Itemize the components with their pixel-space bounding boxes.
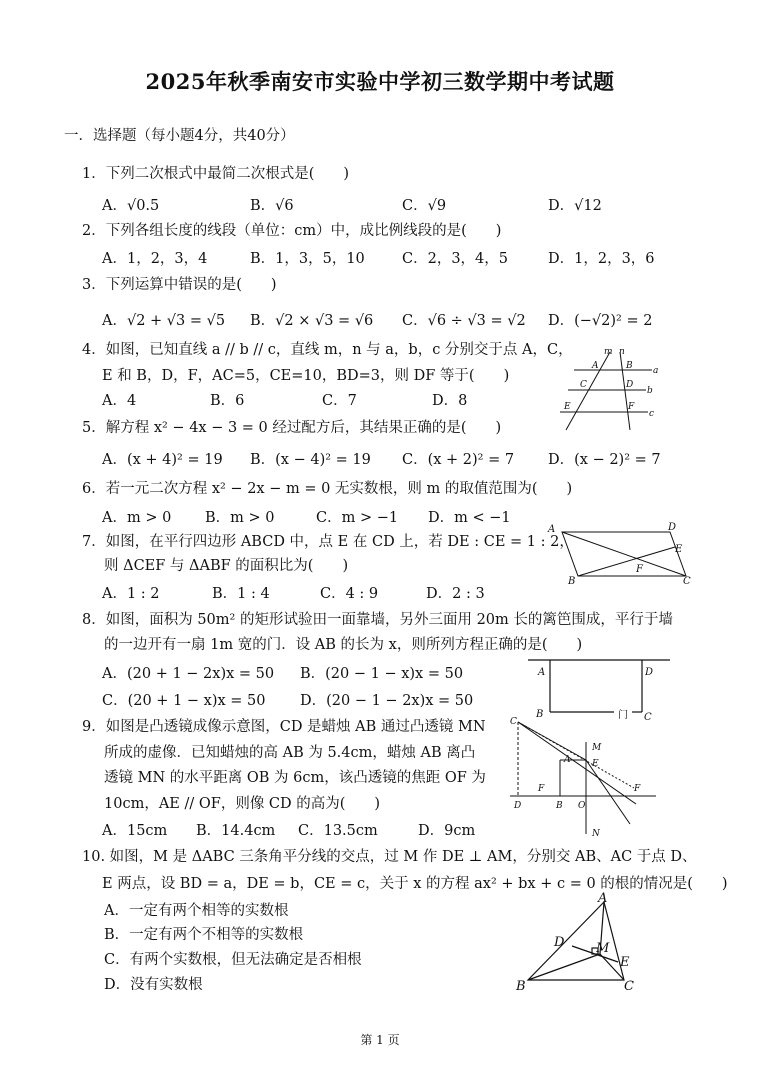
q8-option-a[interactable]: A．(20 + 1 − 2x)x = 50: [102, 666, 275, 682]
q3-option-d[interactable]: D．(−√2)² = 2: [548, 313, 653, 329]
page-title: 2025年秋季南安市实验中学初三数学期中考试题: [145, 69, 615, 94]
q7-option-a[interactable]: A．1 : 2: [102, 586, 160, 602]
q3-option-b[interactable]: B．√2 × √3 = √6: [250, 313, 374, 329]
q2-option-a[interactable]: A．1，2，3，4: [102, 251, 208, 267]
q7-label-a: A: [548, 524, 556, 535]
q9-label-f-right: F: [634, 784, 641, 794]
q9-label-f-left: F: [538, 784, 545, 794]
q5-option-b[interactable]: B．(x − 4)² = 19: [250, 452, 371, 468]
q1-option-a[interactable]: A．√0.5: [102, 198, 160, 214]
q10-option-a[interactable]: A．一定有两个相等的实数根: [104, 903, 289, 919]
q4-label-e: E: [564, 402, 571, 412]
q2-option-d[interactable]: D．1，2，3，6: [548, 251, 655, 267]
q10-label-c: C: [624, 979, 634, 994]
q6-stem: 6．若一元二次方程 x² − 2x − m = 0 无实数根，则 m 的取值范围为( ): [82, 481, 573, 497]
q3-option-a[interactable]: A．√2 + √3 = √5: [102, 313, 226, 329]
q4-label-line-c: c: [649, 409, 655, 419]
q9-label-a: A: [564, 755, 571, 765]
q10-label-d: D: [554, 935, 565, 950]
q7-stem-line1: 7．如图，在平行四边形 ABCD 中，点 E 在 CD 上，若 DE : CE = 1 : 2，: [82, 534, 574, 550]
q9-stem-line4: 10cm，AE // OF，则像 CD 的高为( ): [104, 796, 381, 812]
page-number: 第 1 页: [360, 1033, 400, 1047]
q9-label-o: O: [578, 801, 586, 811]
q10-figure-triangle: [510, 892, 660, 996]
q4-option-d[interactable]: D．8: [432, 393, 468, 409]
q1-option-c[interactable]: C．√9: [402, 198, 447, 214]
q10-option-c[interactable]: C．有两个实数根，但无法确定是否相根: [104, 952, 362, 968]
q9-figure-lens: [506, 712, 666, 840]
q6-option-b[interactable]: B．m > 0: [205, 510, 275, 526]
q8-label-a: A: [538, 667, 546, 678]
q10-label-e: E: [620, 955, 630, 970]
q9-stem-line1: 9．如图是凸透镜成像示意图，CD 是蜡烛 AB 通过凸透镜 MN: [82, 719, 486, 735]
q1-option-b[interactable]: B．√6: [250, 198, 294, 214]
q9-stem-line2: 所成的虚像．已知蜡烛的高 AB 为 5.4cm，蜡烛 AB 离凸: [104, 745, 476, 761]
q9-stem-line3: 透镜 MN 的水平距离 OB 为 6cm，该凸透镜的焦距 OF 为: [104, 770, 486, 786]
q7-label-b: B: [568, 576, 576, 586]
q2-option-c[interactable]: C．2，3，4，5: [402, 251, 508, 267]
q8-label-c: C: [644, 712, 652, 723]
q10-label-a: A: [598, 892, 608, 906]
q10-option-b[interactable]: B．一定有两个不相等的实数根: [104, 927, 304, 943]
q10-label-b: B: [516, 979, 526, 994]
q4-label-b: B: [626, 361, 633, 371]
q1-stem: 1．下列二次根式中最简二次根式是( ): [82, 166, 350, 182]
q4-label-line-a: a: [653, 366, 659, 376]
q9-label-d: D: [514, 801, 522, 811]
q9-option-b[interactable]: B．14.4cm: [196, 823, 276, 839]
q8-option-d[interactable]: D．(20 − 1 − 2x)x = 50: [300, 693, 474, 709]
q4-figure-parallel-lines: [556, 346, 660, 432]
q7-label-c: C: [683, 576, 691, 586]
section-heading: 一．选择题（每小题4分，共40分）: [64, 128, 295, 144]
q8-label-door: 门: [618, 710, 628, 721]
q7-figure-parallelogram: [544, 520, 700, 586]
q10-stem-line1: 10. 如图，M 是 ΔABC 三条角平分线的交点，过 M 作 DE ⊥ AM，分别交 AB、AC 于点 D、: [82, 849, 697, 865]
q1-option-d[interactable]: D．√12: [548, 198, 602, 214]
q4-option-a[interactable]: A．4: [102, 393, 137, 409]
q8-stem-line1: 8．如图，面积为 50m² 的矩形试验田一面靠墙，另外三面用 20m 长的篱笆围成，平行于墙: [82, 612, 673, 628]
q4-label-line-b: b: [647, 386, 653, 396]
q4-label-c: C: [580, 380, 587, 390]
q5-option-c[interactable]: C．(x + 2)² = 7: [402, 452, 515, 468]
q9-option-c[interactable]: C．13.5cm: [298, 823, 378, 839]
q3-stem: 3．下列运算中错误的是( ): [82, 277, 277, 293]
q2-stem: 2．下列各组长度的线段（单位：cm）中，成比例线段的是( ): [82, 223, 502, 239]
q9-option-d[interactable]: D．9cm: [418, 823, 476, 839]
q7-label-d: D: [668, 522, 677, 533]
q4-stem-line1: 4．如图，已知直线 a // b // c，直线 m，n 与 a，b，c 分别交于点 A，C，: [82, 342, 573, 358]
q9-label-b: B: [556, 801, 563, 811]
q6-option-d[interactable]: D．m < −1: [428, 510, 511, 526]
q10-stem-line2: E 两点，设 BD = a，DE = b，CE = c，关于 x 的方程 ax² + bx + c = 0 的根的情况是( ): [102, 876, 728, 892]
q7-label-f: F: [636, 564, 643, 575]
q4-label-a: A: [592, 361, 599, 371]
q4-label-d: D: [626, 380, 634, 390]
q7-stem-line2: 则 ΔCEF 与 ΔABF 的面积比为( ): [104, 558, 349, 574]
q8-label-d: D: [645, 667, 654, 678]
q4-label-m: m: [604, 347, 613, 357]
q7-label-e: E: [675, 544, 683, 555]
q5-option-d[interactable]: D．(x − 2)² = 7: [548, 452, 661, 468]
q8-label-b: B: [536, 709, 544, 720]
q8-option-c[interactable]: C．(20 + 1 − x)x = 50: [102, 693, 266, 709]
q7-option-d[interactable]: D．2 : 3: [426, 586, 485, 602]
q5-option-a[interactable]: A．(x + 4)² = 19: [102, 452, 223, 468]
q8-stem-line2: 的一边开有一扇 1m 宽的门．设 AB 的长为 x，则所列方程正确的是( ): [104, 637, 583, 653]
q6-option-c[interactable]: C．m > −1: [316, 510, 399, 526]
q7-option-c[interactable]: C．4 : 9: [320, 586, 379, 602]
q6-option-a[interactable]: A．m > 0: [102, 510, 172, 526]
q9-label-m: M: [592, 743, 602, 753]
q8-option-b[interactable]: B．(20 − 1 − x)x = 50: [300, 666, 464, 682]
q4-stem-line2: E 和 B，D，F，AC=5，CE=10，BD=3，则 DF 等于( ): [102, 368, 510, 384]
q5-stem: 5．解方程 x² − 4x − 3 = 0 经过配方后，其结果正确的是( ): [82, 420, 502, 436]
q9-label-e: E: [592, 759, 599, 769]
q9-label-n: N: [592, 829, 600, 839]
q10-option-d[interactable]: D．没有实数根: [104, 977, 203, 993]
q3-option-c[interactable]: C．√6 ÷ √3 = √2: [402, 313, 526, 329]
q9-label-c: C: [510, 717, 517, 727]
q4-label-f: F: [628, 402, 635, 412]
q2-option-b[interactable]: B．1，3，5，10: [250, 251, 365, 267]
q4-label-n: n: [619, 347, 625, 357]
q9-option-a[interactable]: A．15cm: [102, 823, 168, 839]
q7-option-b[interactable]: B．1 : 4: [212, 586, 270, 602]
q10-label-m: M: [596, 941, 610, 956]
q4-option-c[interactable]: C．7: [322, 393, 357, 409]
q4-option-b[interactable]: B．6: [210, 393, 245, 409]
